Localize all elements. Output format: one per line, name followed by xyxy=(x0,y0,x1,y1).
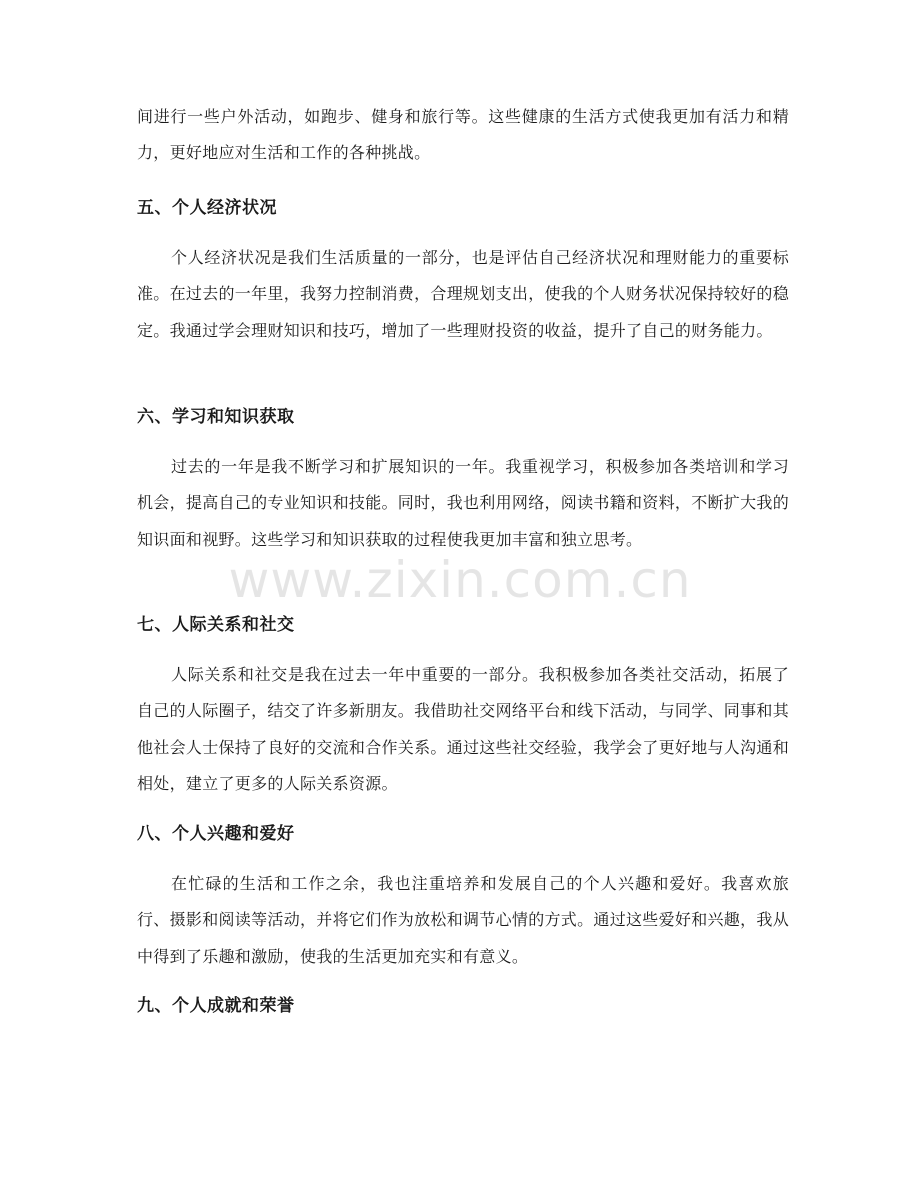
paragraph-hobbies: 在忙碌的生活和工作之余，我也注重培养和发展自己的个人兴趣和爱好。我喜欢旅行、摄影和阅读等活动，并将它们作为放松和调节心情的方式。通过这些爱好和兴趣，我从中得到了乐趣和激励，使我的生活更加充实和有意义。 xyxy=(137,874,790,966)
heading-hobbies: 八、个人兴趣和爱好 xyxy=(137,824,295,844)
paragraph-learning: 过去的一年是我不断学习和扩展知识的一年。我重视学习，积极参加各类培训和学习机会，提高自己的专业知识和技能。同时，我也利用网络，阅读书籍和资料，不断扩大我的知识面和视野。这些学习和知识获取的过程使我更加丰富和独立思考。 xyxy=(137,457,790,549)
paragraph-personal-finance: 个人经济状况是我们生活质量的一部分，也是评估自己经济状况和理财能力的重要标准。在过去的一年里，我努力控制消费，合理规划支出，使我的个人财务状况保持较好的稳定。我通过学会理财知识和技巧，增加了一些理财投资的收益，提升了自己的财务能力。 xyxy=(137,248,790,340)
paragraph-social: 人际关系和社交是我在过去一年中重要的一部分。我积极参加各类社交活动，拓展了自己的人际圈子，结交了许多新朋友。我借助社交网络平台和线下活动，与同学、同事和其他社会人士保持了良好的交流和合作关系。通过这些社交经验，我学会了更好地与人沟通和相处，建立了更多的人际关系资源。 xyxy=(137,665,790,793)
heading-achievements: 九、个人成就和荣誉 xyxy=(137,996,295,1016)
paragraph-health-continued: 间进行一些户外活动，如跑步、健身和旅行等。这些健康的生活方式使我更加有活力和精力，更好地应对生活和工作的各种挑战。 xyxy=(137,107,789,163)
watermark: www.zixin.com.cn xyxy=(228,551,692,609)
heading-social: 七、人际关系和社交 xyxy=(137,615,295,635)
heading-personal-finance: 五、个人经济状况 xyxy=(137,198,277,218)
heading-learning: 六、学习和知识获取 xyxy=(137,407,295,427)
